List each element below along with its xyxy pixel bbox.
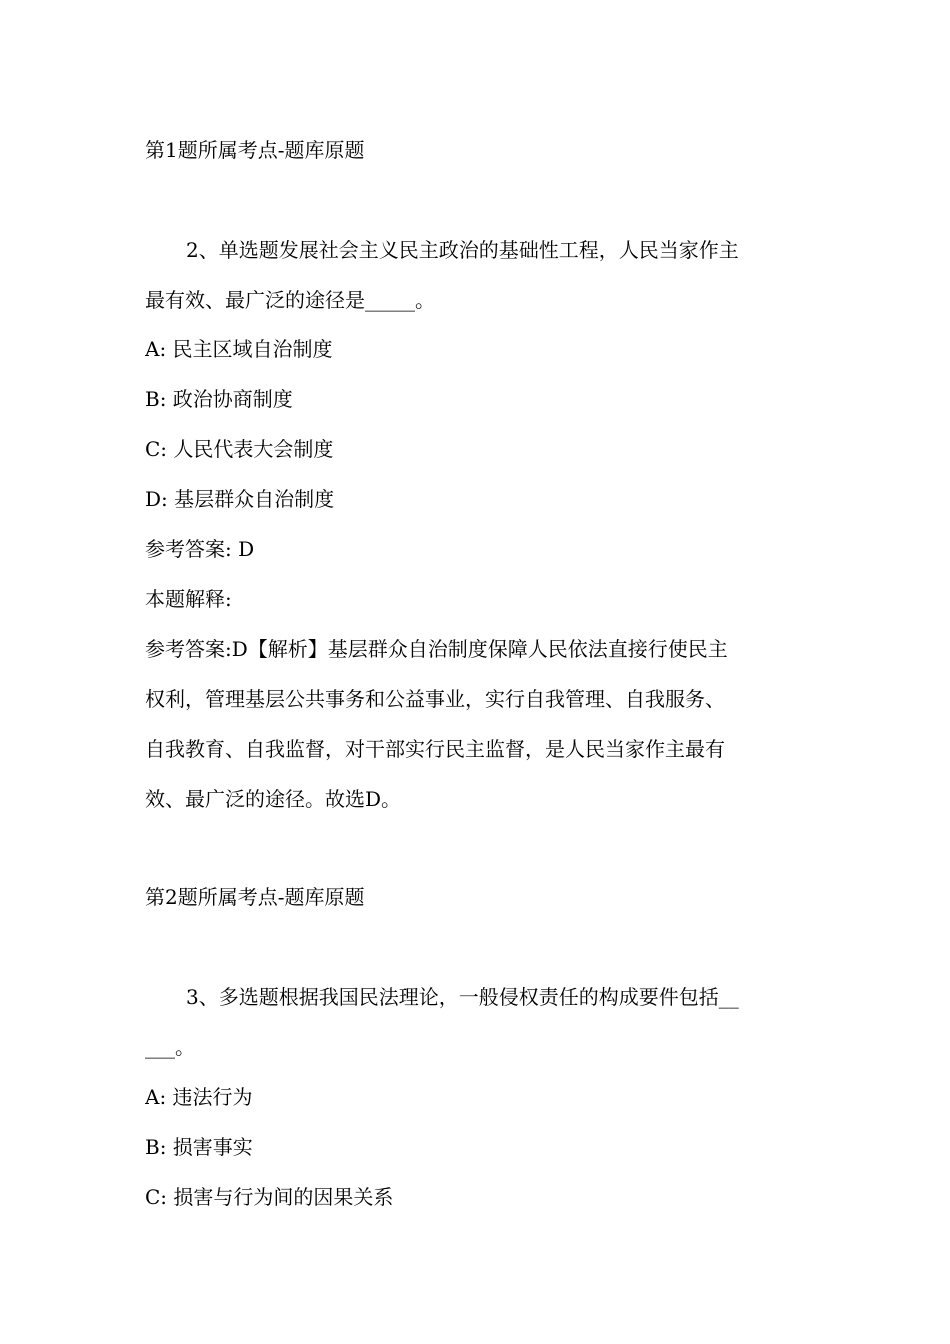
explanation-line-1: 参考答案:D【解析】基层群众自治制度保障人民依法直接行使民主 [145, 637, 728, 661]
explanation-line-3: 自我教育、自我监督，对干部实行民主监督，是人民当家作主最有 [145, 737, 725, 761]
option-b: B: 损害事实 [145, 1135, 253, 1159]
topic-header-2: 第2题所属考点-题库原题 [145, 885, 365, 909]
question-3-line-2: ___。 [145, 1035, 195, 1059]
explanation-line-2: 权利，管理基层公共事务和公益事业，实行自我管理、自我服务、 [145, 687, 725, 711]
question-2-line-1: 2、单选题发展社会主义民主政治的基础性工程，人民当家作主 [186, 238, 739, 262]
option-b: B: 政治协商制度 [145, 387, 293, 411]
question-2-line-2: 最有效、最广泛的途径是_____。 [145, 288, 435, 312]
option-a: A: 违法行为 [145, 1085, 253, 1109]
option-d: D: 基层群众自治制度 [145, 487, 335, 511]
option-a: A: 民主区域自治制度 [145, 337, 333, 361]
option-c: C: 人民代表大会制度 [145, 437, 334, 461]
question-3-line-1: 3、多选题根据我国民法理论，一般侵权责任的构成要件包括__ [186, 985, 739, 1009]
option-c: C: 损害与行为间的因果关系 [145, 1185, 394, 1209]
explanation-label: 本题解释: [145, 587, 232, 611]
topic-header-1: 第1题所属考点-题库原题 [145, 138, 365, 162]
explanation-line-4: 效、最广泛的途径。故选D。 [145, 787, 402, 811]
reference-answer: 参考答案: D [145, 537, 255, 561]
